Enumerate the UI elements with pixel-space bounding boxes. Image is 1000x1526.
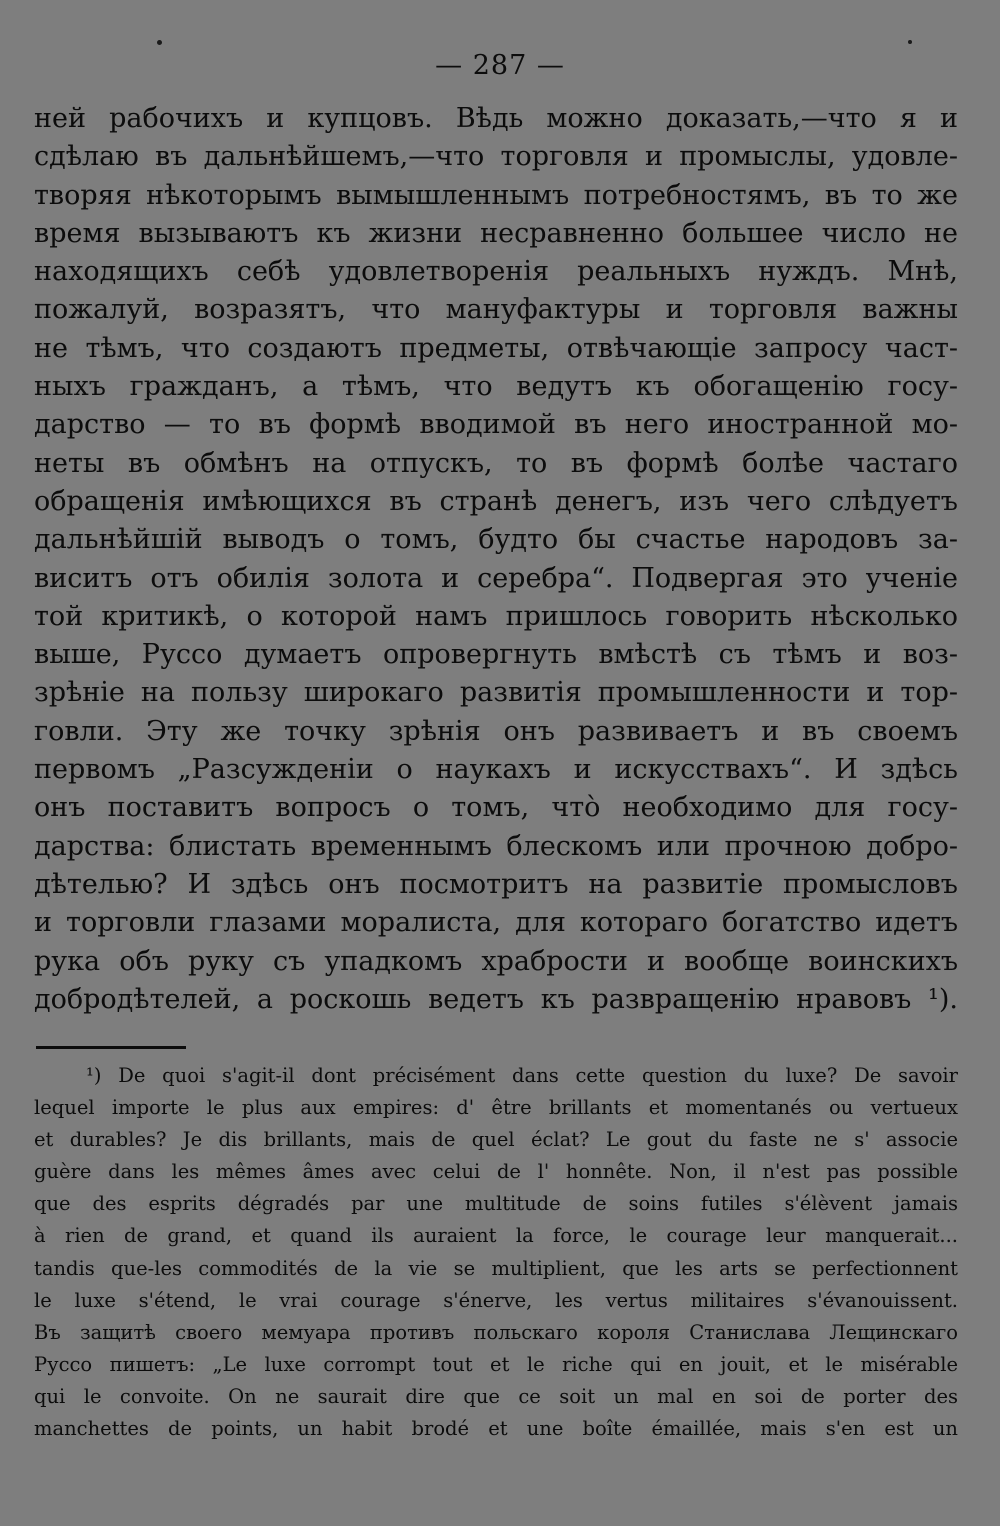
print-speck-left: [157, 40, 162, 45]
footnote-divider: [36, 1046, 186, 1049]
footnote-line: le luxe s'étend, le vrai courage s'énerve, les vertus militaires s'évanouissent.: [34, 1288, 958, 1312]
text-line: сдѣлаю въ дальнѣйшемъ,—что торговля и промыслы, удовле-: [34, 141, 958, 173]
text-line: говли. Эту же точку зрѣнія онъ развиваетъ и въ своемъ: [34, 715, 958, 747]
text-line: дальнѣйшій выводъ о томъ, будто бы счастье народовъ за-: [34, 524, 958, 556]
footnote-line: que des esprits dégradés par une multitude de soins futiles s'élèvent jamais: [34, 1192, 958, 1216]
text-line: находящихъ себѣ удовлетворенія реальныхъ нуждъ. Мнѣ,: [34, 256, 958, 288]
footnote-line: à rien de grand, et quand ils auraient la force, le courage leur manquerait...: [34, 1224, 958, 1248]
text-line: ней рабочихъ и купцовъ. Вѣдь можно доказать,—что я и: [34, 103, 958, 134]
footnote-line: qui le convoite. On ne saurait dire que ce soit un mal en soi de porter des: [34, 1384, 958, 1408]
text-line: творяя нѣкоторымъ вымышленнымъ потребностямъ, въ то же: [34, 179, 958, 211]
text-line: онъ поставитъ вопросъ о томъ, что̀ необходимо для госу-: [34, 792, 958, 824]
text-line: первомъ „Разсужденіи о наукахъ и искусствахъ“. И здѣсь: [34, 754, 958, 786]
footnote-block: [34, 1060, 958, 1445]
text-line: рука объ руку съ упадкомъ храбрости и вообще воинскихъ: [34, 945, 958, 977]
text-line: дѣтелью? И здѣсь онъ посмотритъ на развитіе промысловъ: [34, 868, 958, 900]
footnote-line: tandis que-les commodités de la vie se multiplient, que les arts se perfectionnent: [34, 1256, 958, 1280]
text-line: ныхъ гражданъ, а тѣмъ, что ведутъ къ обогащенію госу-: [34, 371, 958, 403]
text-line: пожалуй, возразятъ, что мануфактуры и торговля важны: [34, 294, 958, 326]
text-line: неты въ обмѣнъ на отпускъ, то въ формѣ болѣе частаго: [34, 447, 958, 479]
text-line: не тѣмъ, что создаютъ предметы, отвѣчающіе запросу част-: [34, 332, 958, 364]
text-line: той критикѣ, о которой намъ пришлось говорить нѣсколько: [34, 600, 958, 632]
footnote-line: et durables? Je dis brillants, mais de quel éclat? Le gout du faste ne s' associe: [34, 1128, 958, 1152]
text-line: виситъ отъ обилія золота и серебра“. Подвергая это ученіе: [34, 562, 958, 594]
text-line: добродѣтелей, а роскошь ведетъ къ развращенію нравовъ ¹).: [34, 983, 958, 1015]
footnote-line: manchettes de points, un habit brodé et une boîte émaillée, mais s'en est un: [34, 1417, 958, 1441]
main-text: [34, 100, 958, 1019]
footnote-line: lequel importe le plus aux empires: d' être brillants et momentanés ou vertueux: [34, 1096, 958, 1120]
footnote-line: guère dans les mêmes âmes avec celui de l' honnête. Non, il n'est pas possible: [34, 1160, 958, 1184]
text-line: зрѣніе на пользу широкаго развитія промышленности и тор-: [34, 677, 958, 709]
page-number: — 287 —: [435, 50, 565, 81]
text-line: выше, Руссо думаетъ опровергнуть вмѣстѣ съ тѣмъ и воз-: [34, 639, 958, 671]
footnote-line: Въ защитѣ своего мемуара противъ польскаго короля Станислава Лещинскаго: [34, 1320, 958, 1344]
footnote-line: ¹) De quoi s'agit-il dont précisément dans cette question du luxe? De savoir: [86, 1064, 958, 1087]
footnote-line: Руссо пишетъ: „Le luxe corrompt tout et le riche qui en jouit, et le misérable: [34, 1352, 958, 1376]
text-line: время вызываютъ къ жизни несравненно большее число не: [34, 217, 958, 249]
text-line: обращенія имѣющихся въ странѣ денегъ, изъ чего слѣдуетъ: [34, 485, 958, 517]
text-line: и торговли глазами моралиста, для котораго богатство идетъ: [34, 907, 958, 939]
text-line: дарство — то въ формѣ вводимой въ него иностранной мо-: [34, 409, 958, 441]
text-line: дарства: блистать временнымъ блескомъ или прочною добро-: [34, 830, 958, 862]
print-speck-right: [908, 40, 912, 44]
